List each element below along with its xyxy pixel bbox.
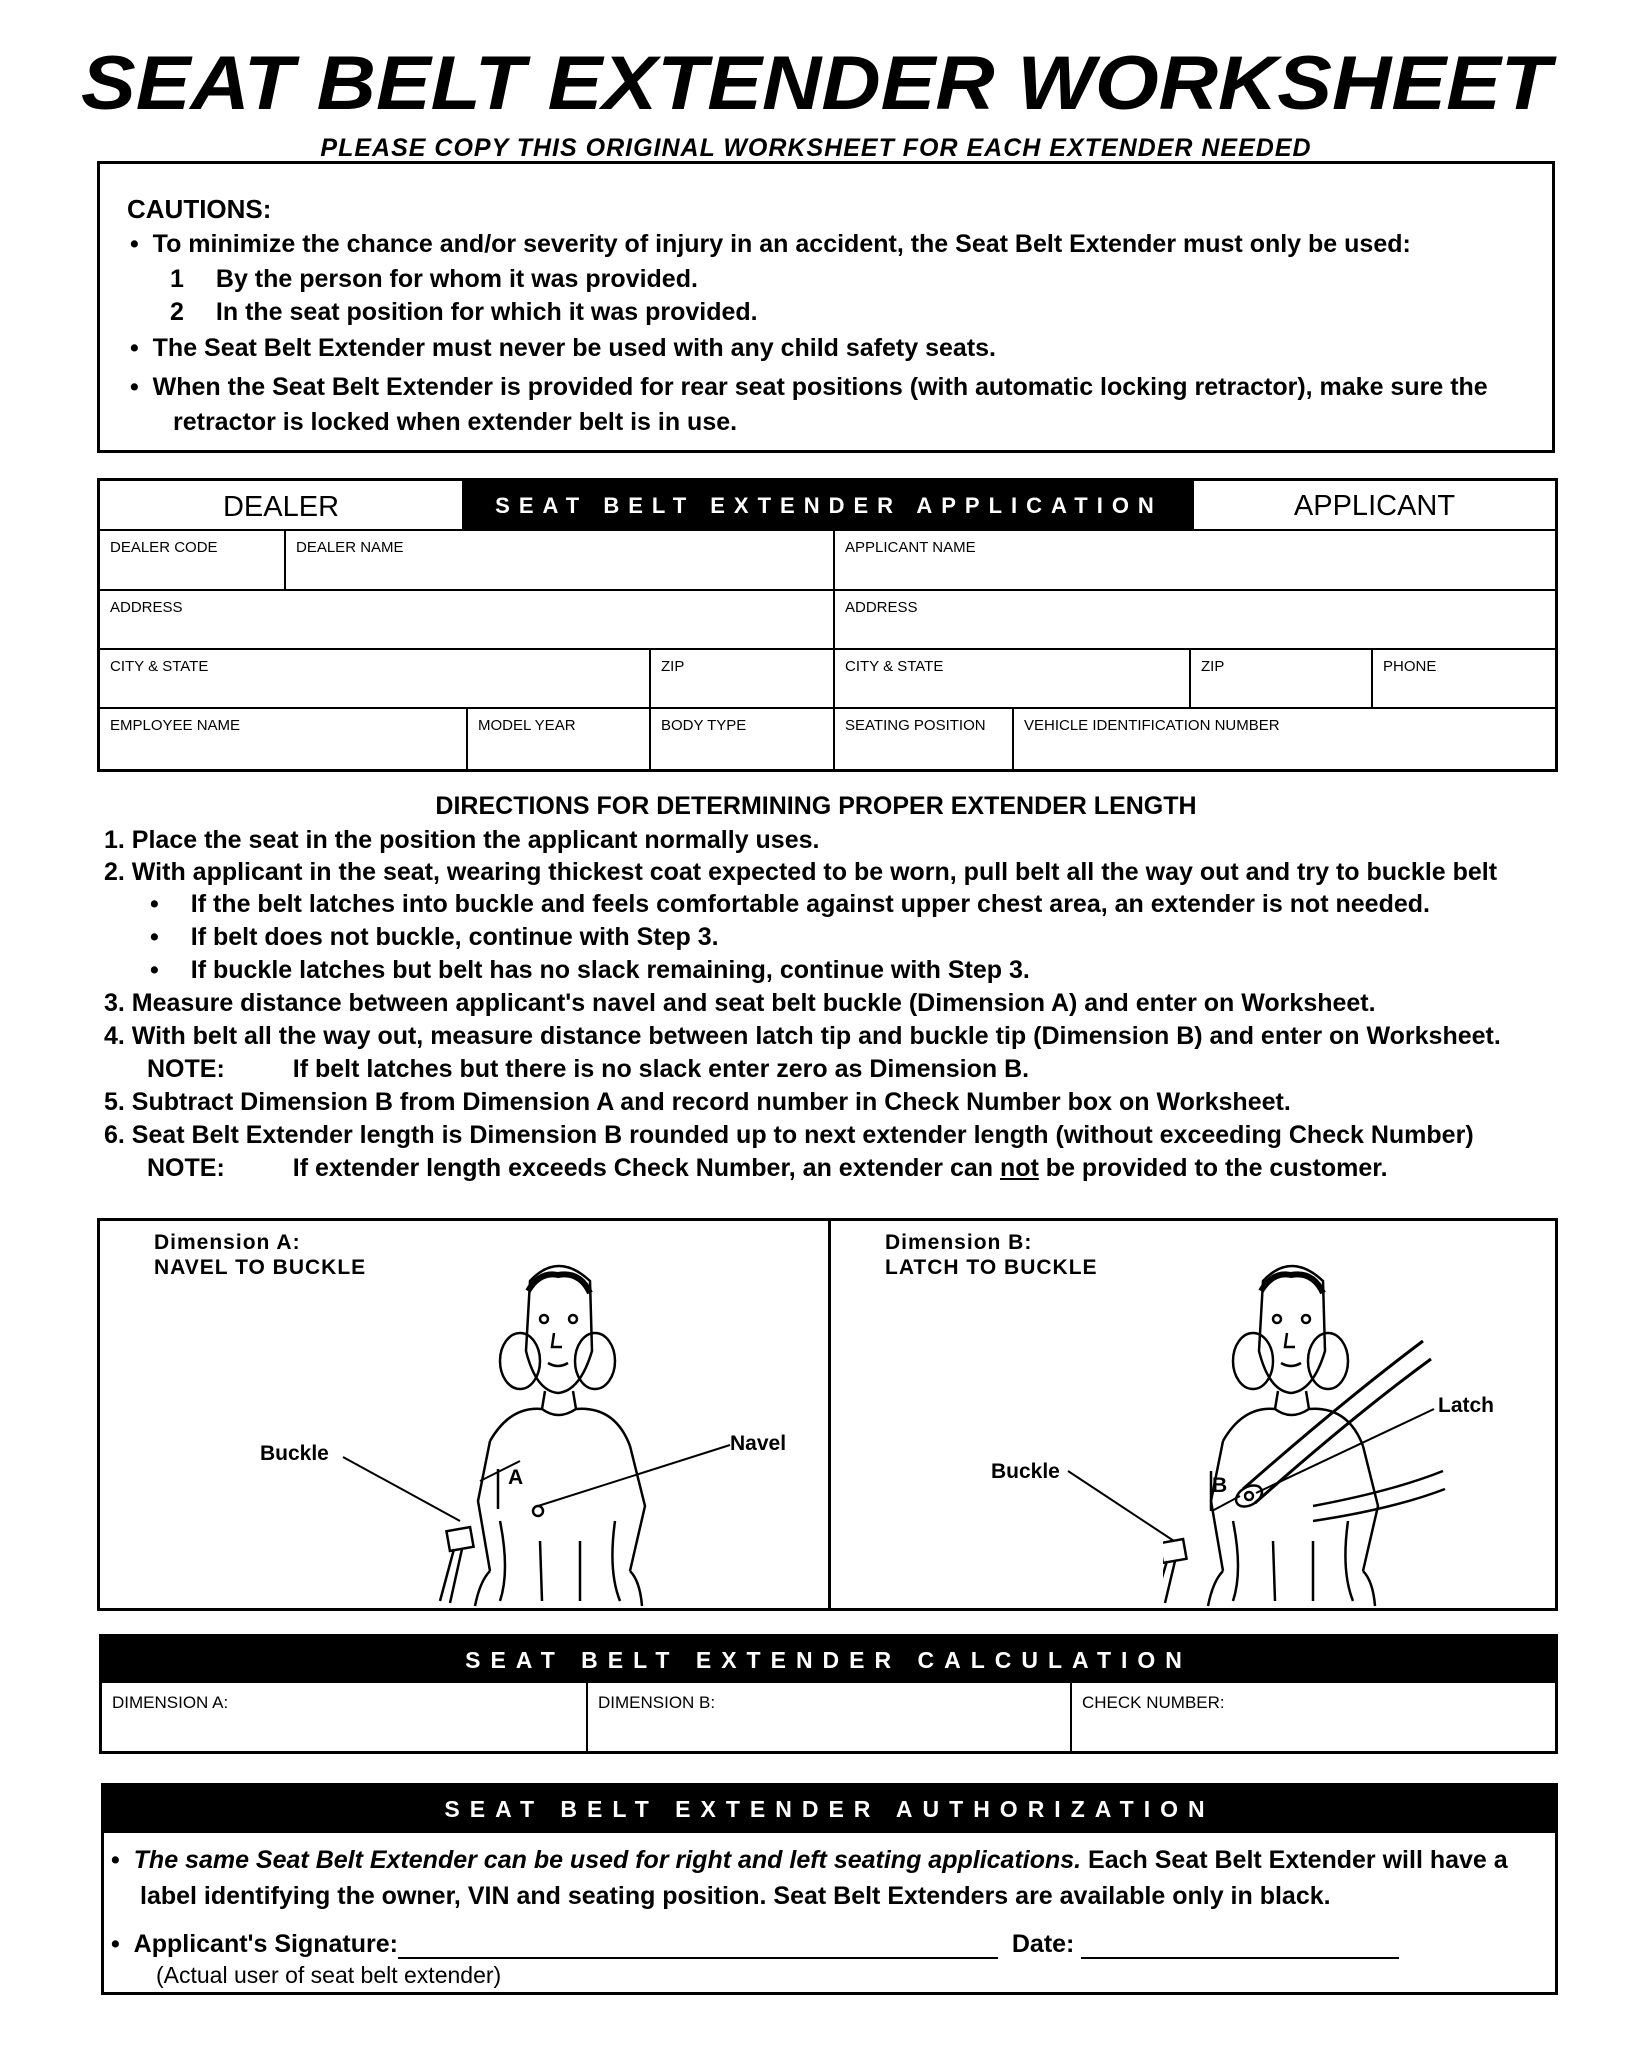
caution-bullet-3-cont: retractor is locked when extender belt is in use. [173,408,738,436]
caution-sub-1-text: By the person for whom it was provided. [215,265,698,293]
vin-field[interactable] [1014,709,1555,769]
dealer-zip-label: ZIP [661,658,685,675]
employee-name-label: EMPLOYEE NAME [110,717,241,734]
model-year-label: MODEL YEAR [478,717,576,734]
seating-position-field[interactable] [835,709,1014,769]
note-1-text: If belt latches but there is no slack enter zero as Dimension B. [292,1055,1030,1083]
direction-step-2-bullet-1-text: If the belt latches into buckle and feels comfortable against upper chest area, an extender is not needed. [190,890,1430,918]
applicant-zip-label: ZIP [1201,658,1225,675]
page-title: SEAT BELT EXTENDER WORKSHEET [81,41,1551,126]
a-dimension-arrow [480,1461,520,1481]
vin-label: VEHICLE IDENTIFICATION NUMBER [1024,717,1280,734]
directions-title: DIRECTIONS FOR DETERMINING PROPER EXTENDER LENGTH [435,792,1197,820]
calculation-title: SEAT BELT EXTENDER CALCULATION [102,1637,1555,1683]
note-2-text-post: be provided to the customer. [1038,1154,1388,1182]
figure-b-title: Dimension B: [885,1231,1033,1254]
signature-label: Applicant's Signature: [133,1930,398,1958]
date-label: Date: [1011,1930,1075,1958]
figure-a-buckle-label: Buckle [260,1442,329,1465]
authorization-line-1: • The same Seat Belt Extender can be used for right and left seating applications. Each Seat Belt Extender will have a [111,1846,1508,1874]
caution-sub-2-num: 2 [170,298,184,326]
applicant-zip-field[interactable] [1191,650,1373,709]
dealer-code-label: DEALER CODE [110,539,218,556]
note-2-text-not: not [999,1154,1039,1182]
direction-step-3: 3. Measure distance between applicant's navel and seat belt buckle (Dimension A) and enter on Worksheet. [104,989,1376,1017]
dealer-city-state-label: CITY & STATE [110,658,209,675]
authorization-line-2: label identifying the owner, VIN and seating position. Seat Belt Extenders are available only in black. [140,1882,1331,1910]
dealer-name-label: DEALER NAME [296,539,404,556]
model-year-field[interactable] [468,709,651,769]
check-number-field[interactable] [1072,1683,1555,1751]
signature-row: • Applicant's Signature: Date: [111,1930,1399,1959]
dimension-a-label: DIMENSION A: [112,1693,229,1712]
application-title: SEAT BELT EXTENDER APPLICATION [464,481,1194,531]
direction-step-2-bullet-3-text: If buckle latches but belt has no slack remaining, continue with Step 3. [190,956,1030,984]
figure-a-subtitle: NAVEL TO BUCKLE [154,1256,367,1279]
dealer-code-field[interactable] [100,531,286,591]
direction-step-5: 5. Subtract Dimension B from Dimension A and record number in Check Number box on Worksheet. [104,1088,1291,1116]
applicant-address-field[interactable] [835,591,1555,650]
cautions-box [97,161,1555,453]
caution-text-3: When the Seat Belt Extender is provided for rear seat positions (with automatic locking retractor), make sure the [152,373,1488,401]
figure-b-buckle-label: Buckle [991,1460,1060,1483]
authorization-title: SEAT BELT EXTENDER AUTHORIZATION [104,1786,1555,1833]
direction-step-1: 1. Place the seat in the position the applicant normally uses. [104,826,820,854]
dealer-address-field[interactable] [100,591,835,650]
applicant-header: APPLICANT [1194,481,1555,531]
a-navel-leader [538,1445,730,1506]
applicant-name-label: APPLICANT NAME [845,539,976,556]
dimension-b-label: DIMENSION B: [598,1693,716,1712]
direction-step-4: 4. With belt all the way out, measure distance between latch tip and buckle tip (Dimension B) and enter on Worksheet. [104,1022,1501,1050]
caution-sub-1 [170,265,698,294]
caution-sub-1-num: 1 [170,265,184,293]
authorization-box [101,1783,1558,1995]
a-buckle-leader [343,1457,460,1521]
dealer-name-field[interactable] [286,531,835,591]
direction-step-2-bullet-2-text: If belt does not buckle, continue with Step 3. [190,923,719,951]
page-subtitle: PLEASE COPY THIS ORIGINAL WORKSHEET FOR EACH EXTENDER NEEDED [320,134,1312,162]
body-type-label: BODY TYPE [661,717,747,734]
calculation-box [99,1634,1558,1754]
caution-sub-2 [170,298,758,327]
direction-step-2-bullet-2: • If belt does not buckle, continue with Step 3. [150,923,719,951]
cautions-heading: CAUTIONS: [127,194,272,224]
note-2-text-pre: If extender length exceeds Check Number, an extender can [292,1154,1000,1182]
b-dimension-arrow [1212,1496,1240,1511]
applicant-city-state-label: CITY & STATE [845,658,944,675]
phone-label: PHONE [1383,658,1437,675]
figure-b-latch-label: Latch [1438,1394,1495,1417]
b-latch-leader [1256,1409,1434,1493]
direction-note-2 [147,1154,1388,1183]
applicant-address-label: ADDRESS [845,599,918,616]
seating-position-label: SEATING POSITION [845,717,986,734]
figure-a-title: Dimension A: [154,1231,301,1254]
figure-a-navel-label: Navel [730,1432,787,1455]
dimension-b-field[interactable] [588,1683,1070,1751]
caution-bullet-3: • When the Seat Belt Extender is provided for rear seat positions (with automatic locking retractor), make sure the [130,373,1488,401]
applicant-name-field[interactable] [835,531,1555,591]
caution-sub-2-text: In the seat position for which it was provided. [215,298,758,326]
direction-step-2-bullet-3: • If buckle latches but belt has no slack remaining, continue with Step 3. [150,956,1030,984]
application-form [97,478,1558,772]
dimension-a-field[interactable] [102,1683,586,1751]
dimension-figures [97,1218,1558,1611]
note-2-label: NOTE: [147,1154,225,1182]
authorization-line-1-italic: The same Seat Belt Extender can be used for right and left seating applications. [133,1846,1082,1874]
note-1-label: NOTE: [147,1055,225,1083]
direction-step-2: 2. With applicant in the seat, wearing thickest coat expected to be worn, pull belt all the way out and try to buckle belt [104,858,1498,886]
caution-bullet-2: • The Seat Belt Extender must never be used with any child safety seats. [130,334,996,362]
dealer-address-label: ADDRESS [110,599,183,616]
caution-bullet-1: • To minimize the chance and/or severity of injury in an accident, the Seat Belt Extender must only be used: [130,230,1411,258]
direction-step-2-bullet-1: • If the belt latches into buckle and feels comfortable against upper chest area, an extender is not needed. [150,890,1430,918]
body-type-field[interactable] [651,709,835,769]
signature-note: (Actual user of seat belt extender) [156,1962,502,1988]
direction-step-6: 6. Seat Belt Extender length is Dimension B rounded up to next extender length (without exceeding Check Number) [104,1121,1474,1149]
employee-name-field[interactable] [100,709,468,769]
phone-field[interactable] [1373,650,1555,709]
dealer-city-state-field[interactable] [100,650,651,709]
figure-b-letter: B [1212,1474,1228,1497]
figure-b-subtitle: LATCH TO BUCKLE [885,1256,1098,1279]
applicant-city-state-field[interactable] [835,650,1191,709]
figure-leader-lines [100,1221,1555,1608]
dealer-zip-field[interactable] [651,650,835,709]
authorization-line-1-rest: Each Seat Belt Extender will have a [1081,1846,1508,1874]
dealer-header: DEALER [100,481,464,531]
signature-line[interactable] [398,1933,998,1959]
b-buckle-leader [1068,1471,1174,1541]
caution-text-1: To minimize the chance and/or severity of injury in an accident, the Seat Belt Extender must only be used: [152,230,1411,258]
check-number-label: CHECK NUMBER: [1082,1693,1225,1712]
caution-text-2: The Seat Belt Extender must never be used with any child safety seats. [152,334,996,362]
figure-a-letter: A [508,1466,524,1489]
date-line[interactable] [1081,1933,1399,1959]
direction-note-1 [147,1055,1029,1084]
